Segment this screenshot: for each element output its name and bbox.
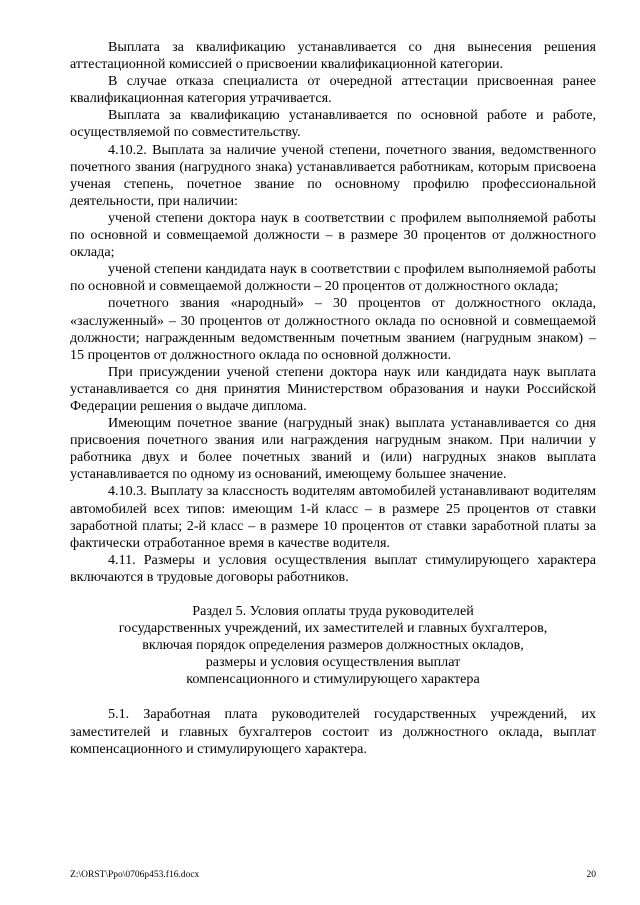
paragraph-qualification-date: Выплата за квалификацию устанавливается со дня вынесения решения аттестационной комиссией о присвоении квалификационной категории. <box>70 39 596 73</box>
paragraph-candidate-degree: ученой степени кандидата наук в соответствии с профилем выполняемой работы по основной и совмещаемой должности – 20 процентов от должностного оклада; <box>70 261 596 295</box>
paragraph-doctor-degree: ученой степени доктора наук в соответствии с профилем выполняемой работы по основной и совмещаемой должности – в размере 30 процентов от должностного оклада; <box>70 209 596 261</box>
paragraph-qualification-loss: В случае отказа специалиста от очередной аттестации присвоенная ранее квалификационная категория утрачивается. <box>70 73 596 107</box>
paragraph-4-10-3: 4.10.3. Выплату за классность водителям автомобилей устанавливают водителям автомобилей всех типов: имеющим 1-й класс – в размере 25 процентов от ставки заработной платы; 2-й класс – в размере 10 процентов от ставки заработной платы за фактически отработанное время в качестве водителя. <box>70 483 596 551</box>
section-heading-line: компенсационного и стимулирующего характера <box>186 671 480 688</box>
paragraph-5-1: 5.1. Заработная плата руководителей государственных учреждений, их заместителей и главных бухгалтеров состоит из должностного оклада, выплат компенсационного и стимулирующего характера. <box>70 706 596 757</box>
page-number: 20 <box>586 870 596 880</box>
section-5-heading <box>70 603 596 688</box>
paragraph-qualification-scope: Выплата за квалификацию устанавливается по основной работе и работе, осуществляемой по совместительству. <box>70 107 596 141</box>
document-body <box>70 39 596 758</box>
paragraph-4-10-2: 4.10.2. Выплата за наличие ученой степени, почетного звания, ведомственного почетного звания (нагрудного знака) устанавливается работникам, которым присвоена ученая степень, почетное звание по основному профилю профессиональной деятельности, при наличии: <box>70 141 596 209</box>
section-heading-line: размеры и условия осуществления выплат <box>205 654 461 671</box>
section-heading-line: государственных учреждений, их заместителей и главных бухгалтеров, <box>118 620 548 637</box>
paragraph-degree-award-date: При присуждении ученой степени доктора наук или кандидата наук выплата устанавливается со дня принятия Министерством образования и науки Российской Федерации решения о выдаче диплома. <box>70 363 596 414</box>
section-heading-line: Раздел 5. Условия оплаты труда руководителей <box>192 603 474 619</box>
paragraph-honorary-titles: почетного звания «народный» – 30 процентов от должностного оклада, «заслуженный» – 30 процентов от должностного оклада по основной и совмещаемой должности; награжденным ведомственным почетным званием (нагрудным знаком) – 15 процентов от должностного оклада по основной должности. <box>70 295 596 363</box>
footer-file-path: Z:\ORST\Ppo\0706p453.f16.docx <box>70 870 200 880</box>
paragraph-4-11: 4.11. Размеры и условия осуществления выплат стимулирующего характера включаются в трудовые договоры работников. <box>70 551 596 585</box>
paragraph-honorary-badge: Имеющим почетное звание (нагрудный знак) выплата устанавливается со дня присвоения почетного звания или награждения нагрудным знаком. При наличии у работника двух и более почетных званий и (или) нагрудных знаков выплата устанавливается по одному из оснований, имеющему большее значение. <box>70 415 596 483</box>
section-heading-line: включая порядок определения размеров должностных окладов, <box>142 637 524 654</box>
